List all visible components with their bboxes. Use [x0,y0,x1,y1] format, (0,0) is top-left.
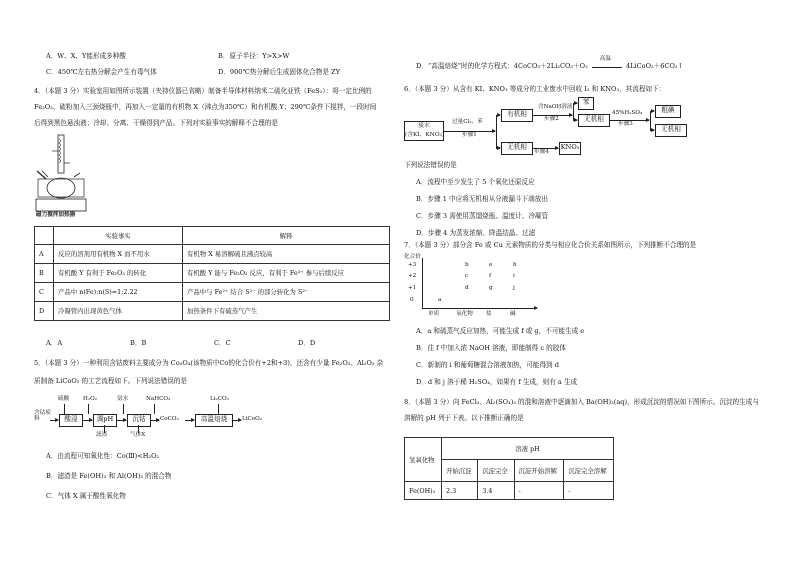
q7-point-g: g [489,285,493,291]
q7-ytick-3: +3 [408,262,417,268]
flow5-box-precip: 沉钴 [127,414,151,427]
q8-table-header-dissolve-complete: 沉淀完全溶解 [564,460,614,482]
flow5-box-leach: 酸浸 [59,414,83,427]
q7-option-c: C．新制的 i 和葡萄糖混合溶液加热，可能得到 d [416,361,559,369]
flow6-aq2: 无机相 [578,114,610,127]
q7-point-e: e [489,262,493,268]
flow5-arrow-down-3 [123,404,124,414]
q4-table [34,226,390,321]
flow5-reagent-li2co3: Li₂CO₃ [210,396,229,402]
q3-option-a: A．W、X、Y能形成多种酸 [46,52,126,60]
q8-stem-line2: 溶解的 pH 列于下表。以下推断正确的是 [404,414,524,422]
flow5-box-ph: 调pH [93,414,117,427]
q7-xcat-base: 碱 [510,311,516,317]
q7-ylabel: 化合价 [404,254,421,260]
q7-point-a: a [438,297,442,303]
flow5-arrow-1 [50,420,58,421]
flow5-arrow-down-4 [154,404,155,414]
flow5-feed: 含钴废料 [34,410,51,423]
flow5-box-roast: 高温焙烧 [195,414,233,427]
flow6-feed-label: 废水 [418,123,430,129]
flow5-reagent-h2so4: 硫酸 [58,396,70,402]
q4-option-b: B．B [130,339,147,347]
q5-option-d-tail: 4LiCoO₂＋6CO₂↑ [625,62,684,70]
flow5-out-gas: 气体X [130,432,146,438]
flow6-kno3: KNO₃ [559,142,581,155]
flow5-arrow-6 [232,420,241,421]
q8-row-feoh3-start: 2.3 [441,482,477,500]
flow5-out-residue: 滤渣 [96,432,108,438]
flow6-benzene: 苯 [578,97,594,110]
q8-stem-line1: 8．（本题 3 分）向 FeCl₃、Al₂(SO₄)₃ 的混和溶液中逐滴加入 Ba(OH)₂(aq)，形成沉淀的情况如下图所示。沉淀的生成与 [404,398,759,406]
q7-xcat-oxide: 氧化物 [456,311,473,317]
q4-option-c: C．C [214,339,231,347]
q4-row-d-fact: 冷凝管内出现黄色气体 [54,302,183,321]
flow5-arrow-down-2 [88,404,89,414]
flow5-reagent-nahco3: NaHCO₃ [146,396,171,402]
flow6-split [496,115,497,148]
q4-option-d: D．D [298,339,316,347]
flow6-inorganic: 无机相 [501,142,533,155]
flow6-aq3: 无机相 [655,124,687,137]
q7-xcat-element: 单质 [428,311,440,317]
flow6-arrow-iodine [650,111,654,112]
q6-option-c: C．步骤 3 需使用蒸馏烧瓶、温度计、冷凝管 [416,212,549,220]
q7-point-b: b [465,262,469,268]
q4-row-c-fact: 产品中 n(Fe):n(S)=1:2.22 [54,283,183,302]
q7-ytick-2: +2 [408,273,417,279]
apparatus-label: 磁力搅拌加热器 [36,212,76,218]
q8-table-group: 溶液 pH [441,438,613,460]
q3-option-b: B．原子半径：Y>X>W [218,52,290,60]
flow6-organic: 有机相 [501,109,533,122]
q4-row-d-explain: 加热条件下有硫蒸气产生 [183,302,390,321]
q8-row-feoh3-name: Fe(OH)₃ [405,482,442,500]
q8-table [404,437,614,500]
q5-option-d-cond-label: 高温 [599,56,612,62]
q4-row-a-label: A [35,245,54,264]
flow6-arrow-benzene [573,103,577,104]
q7-option-d: D．d 和 j 溶于稀 H₂SO₄，如果有 f 生成，则有 a 生成 [416,378,578,386]
flow6-step1-reagent: 过量Cl₂、苯 [452,119,483,125]
q6-option-d: D．步骤 4 为蒸发浓缩、降温结晶、过滤 [416,229,536,237]
q3-option-d: D．900℃热分解后生成固体化合物是 ZY [218,68,340,76]
q5-option-d-cond-line [592,67,622,68]
q8-table-header-dissolve-start: 沉淀开始溶解 [514,460,564,482]
apparatus-figure [34,133,90,223]
flow6-arrow-organic [496,115,500,116]
flow6-step4-label: 步骤4 [534,149,549,155]
flow6-arrow-aq2 [573,120,577,121]
q4-row-a-fact: 反应的溶剂用有机物 X 而不用水 [54,245,183,264]
q5-option-c: C．气体 X 属于酸性氧化物 [46,492,126,500]
q7-xcat-salt: 盐 [486,311,492,317]
flow6-arrow-inorganic [496,148,500,149]
flow6-feed-sub: (含KI、KNO₃) [405,131,445,138]
flow6-iodine: 粗碘 [655,105,681,118]
q7-point-d: d [465,285,469,291]
q6-option-a: A．流程中至少发生了 5 个氧化还原反应 [416,178,535,186]
q5-option-a: A．由流程可知氧化性：Co(Ⅲ)<H₂O₂ [46,452,160,460]
q5-option-d-condition [592,56,622,68]
q6-question: 下列说法错误的是 [404,161,457,169]
flow5-arrow-down-5 [218,404,219,414]
q8-row-feoh3-dissolve-start: - [514,482,564,500]
q7-stem: 7．（本题 3 分）部分含 Fe 或 Cu 元素物质的分类与相应化合价关系如图所示，下列推断不合理的是 [404,241,697,249]
q4-table-header-explain: 解释 [183,227,390,245]
q4-row-b-label: B [35,264,54,283]
q7-option-a: A．a 和硫蒸气反应加热，可能生成 f 或 g，不可能生成 e [416,327,585,335]
q5-stem-line1: 5．（本题 3 分）一种利用含钴废料主要成分为 Co₃O₄(该物质中Co的化合价有+2和+3)，还含有少量 Fe₂O₃、Al₂O₃ 杂 [34,359,384,367]
q7-ytick-1: +1 [408,285,417,291]
q3-option-c: C．450℃左右热分解会产生有毒气体 [46,68,157,76]
q4-table-header-blank [35,227,54,245]
q5-option-b: B．滤渣是 Fe(OH)₃ 和 Al(OH)₃ 的混合物 [46,472,172,480]
q7-option-b: B．往 f 中加入浓 NaOH 溶液，即能制得 c 的胶体 [416,344,566,352]
flow5-reagent-h2o2: H₂O₂ [83,396,97,402]
flow5-reagent-ammonia: 氨水 [117,396,129,402]
q8-table-corner: 氢氧化物 [405,438,442,482]
flow5-arrow-5 [185,420,194,421]
flow6-step2-reagent: 含NaOH溶液 [538,104,573,110]
q4-option-a: A．A [46,339,63,347]
q7-x-axis [422,308,537,309]
q4-row-c-label: C [35,283,54,302]
q5-stem-line2: 质制备 LiCoO₂ 的工艺流程如下。下列说法错误的是 [34,377,188,385]
q7-point-i: i [513,273,515,279]
flow6-step2-label: 步骤2 [544,116,559,122]
q4-stem-line1: 4．（本题 3 分）实验室用如图所示装置（夹持仪器已省略）制备半导体材料纳米二硫化亚铁（FeS₂）：将一定比例的 [34,87,372,95]
q6-stem: 6．（本题 3 分）从含有 KI、KNO₃ 等成分的工业废水中回收 I₂ 和 KNO₃，其流程如下： [404,85,666,93]
q8-table-header-complete: 沉淀完全 [478,460,514,482]
q8-table-header-start: 开始沉淀 [441,460,477,482]
q5-option-d-text: D．“高温焙烧”时的化学方程式：4CoCO₃＋2Li₂CO₃＋O₂ [416,62,588,70]
q5-option-d [416,56,684,70]
q8-row-feoh3-dissolve-complete: - [564,482,614,500]
q7-point-h: h [513,262,517,268]
q4-table-header-fact: 实验事实 [54,227,183,245]
flow6-step1-label: 步骤1 [462,132,477,138]
q4-row-c-explain: 产品中与 Fe²⁺ 结合 S²⁻ 的部分转化为 S²⁻ [183,283,390,302]
q4-stem-line2: Fe₂O₃、硫粉加入三颈烧瓶中，再加入一定量的有机物 X（沸点为350℃）和有机酸 Y；290℃条件下搅拌，一段时间 [34,103,377,111]
flow5-product: LiCoO₂ [242,416,262,422]
q4-row-b-fact: 有机酸 Y 有利于 Fe₂O₃ 的转化 [54,264,183,283]
flow5-mid: CoCO₃ [160,416,179,422]
q7-point-j: j [513,285,515,291]
q4-row-a-explain: 有机物 X 易溶解硫且沸点较高 [183,245,390,264]
flow5-arrow-3 [116,420,126,421]
flow5-arrow-down-1 [64,404,65,414]
flow5-arrow-2 [82,420,92,421]
q4-row-b-explain: 有机酸 Y 能与 Fe₂O₃ 反应，有利于 Fe³⁺ 参与后续反应 [183,264,390,283]
q7-point-f: f [489,273,492,279]
flow6-step3-label: 步骤3 [618,121,633,127]
q8-row-feoh3-complete: 3.4 [478,482,514,500]
q7-point-c: c [465,273,469,279]
q7-ytick-0: 0 [410,297,414,303]
q4-stem-line3: 后得到黑色悬浊液；冷却、分离、干燥得到产品。下列对实验事实的解释不合理的是 [34,119,278,127]
flow5-arrow-4 [150,420,159,421]
flow6-feed [404,121,444,141]
flow6-step3-reagent: 45%H₂SO₄ [612,110,643,116]
q7-y-axis [422,258,423,308]
q4-row-d-label: D [35,302,54,321]
q6-option-b: B．步骤 1 中应将无机相从分液漏斗下端放出 [416,195,548,203]
flow6-arrow-aq3 [650,130,654,131]
